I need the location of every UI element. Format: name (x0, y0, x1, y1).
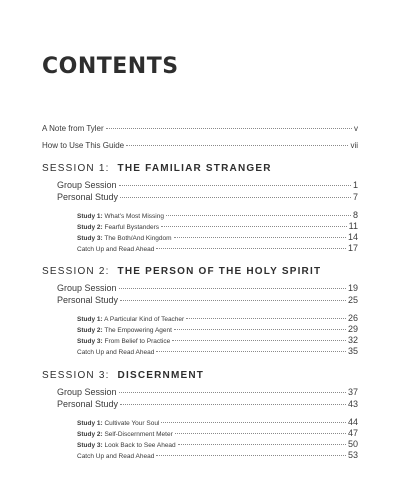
toc-study-entry[interactable] (77, 428, 358, 438)
study-number: Study 3: (77, 338, 103, 345)
dot-leader (156, 351, 346, 352)
session-name: THE PERSON OF THE HOLY SPIRIT (117, 266, 322, 277)
toc-study-entry[interactable] (77, 439, 358, 449)
toc-entry-label: How to Use This Guide (42, 141, 125, 150)
toc-page-number: vii (350, 141, 358, 150)
session-1-heading (42, 163, 272, 174)
study-title: Self-Discernment Meter (104, 431, 173, 438)
dot-leader (166, 215, 351, 216)
toc-entry-label: Group Session (57, 180, 117, 190)
session-2-heading (42, 266, 321, 277)
dot-leader (119, 392, 346, 393)
dot-leader (119, 185, 351, 186)
toc-entry-label (77, 316, 184, 323)
toc-page-number: 53 (347, 450, 358, 460)
toc-entry-label (77, 235, 172, 242)
study-title: The Both/And Kingdom (104, 235, 172, 242)
toc-entry-label: Catch Up and Read Ahead (77, 246, 155, 253)
dot-leader (174, 237, 346, 238)
session-prefix: SESSION 2: (42, 266, 110, 277)
study-number: Study 1: (77, 213, 103, 220)
toc-page-number: 50 (347, 439, 358, 449)
toc-entry-group-session[interactable] (57, 387, 358, 397)
toc-page-number: 25 (347, 295, 358, 305)
toc-entry-group-session[interactable] (57, 283, 358, 293)
study-title: Look Back to See Ahead (104, 442, 176, 449)
study-number: Study 2: (77, 224, 103, 231)
toc-study-entry[interactable] (77, 450, 358, 460)
dot-leader (175, 433, 346, 434)
toc-page-number: 37 (347, 387, 358, 397)
toc-study-entry[interactable] (77, 313, 358, 323)
session-prefix: SESSION 3: (42, 370, 110, 381)
dot-leader (186, 318, 346, 319)
study-number: Study 2: (77, 431, 103, 438)
dot-leader (106, 128, 352, 129)
study-title: The Empowering Agent (104, 327, 172, 334)
study-number: Study 1: (77, 316, 103, 323)
dot-leader (156, 248, 346, 249)
session-3-heading (42, 370, 204, 381)
toc-entry-personal-study[interactable] (57, 192, 358, 202)
dot-leader (178, 444, 346, 445)
toc-entry-label: Catch Up and Read Ahead (77, 453, 155, 460)
toc-page-number: 29 (347, 324, 358, 334)
toc-page-number: 7 (352, 192, 358, 202)
study-title: From Belief to Practice (104, 338, 171, 345)
toc-entry-personal-study[interactable] (57, 295, 358, 305)
dot-leader (119, 288, 346, 289)
dot-leader (120, 404, 346, 405)
toc-page-number: 47 (347, 428, 358, 438)
session-name: THE FAMILIAR STRANGER (117, 163, 272, 174)
toc-entry-personal-study[interactable] (57, 399, 358, 409)
toc-page-number: 43 (347, 399, 358, 409)
dot-leader (161, 226, 347, 227)
toc-entry-group-session[interactable] (57, 180, 358, 190)
toc-entry-label (77, 224, 159, 231)
toc-entry-label: A Note from Tyler (42, 124, 104, 133)
toc-page-number: 35 (347, 346, 358, 356)
toc-entry-label (77, 431, 173, 438)
study-title: Cultivate Your Soul (104, 420, 160, 427)
dot-leader (172, 340, 346, 341)
toc-page-number: v (354, 124, 358, 133)
toc-entry-label: Group Session (57, 387, 117, 397)
toc-page-number: 44 (347, 417, 358, 427)
dot-leader (156, 455, 346, 456)
session-prefix: SESSION 1: (42, 163, 110, 174)
toc-entry-label (77, 420, 159, 427)
toc-page-number: 32 (347, 335, 358, 345)
toc-entry-label (77, 442, 176, 449)
toc-page-number: 14 (347, 232, 358, 242)
toc-page-number: 17 (347, 243, 358, 253)
toc-page-number: 11 (348, 221, 358, 231)
study-number: Study 1: (77, 420, 103, 427)
study-title: What’s Most Missing (104, 213, 164, 220)
study-title: Fearful Bystanders (104, 224, 160, 231)
study-number: Study 3: (77, 442, 103, 449)
session-name: DISCERNMENT (117, 370, 205, 381)
toc-entry-label (77, 213, 164, 220)
toc-page-number: 1 (352, 180, 358, 190)
toc-study-entry[interactable] (77, 210, 358, 220)
toc-entry-note-from-tyler[interactable] (42, 124, 358, 133)
toc-page-number: 19 (347, 283, 358, 293)
toc-entry-label (77, 338, 170, 345)
toc-entry-label: Personal Study (57, 192, 119, 202)
dot-leader (161, 422, 346, 423)
toc-entry-label: Catch Up and Read Ahead (77, 349, 155, 356)
toc-study-entry[interactable] (77, 324, 358, 334)
toc-entry-label: Group Session (57, 283, 117, 293)
toc-study-entry[interactable] (77, 346, 358, 356)
toc-page-number: 26 (347, 313, 358, 323)
toc-page-number: 8 (352, 210, 358, 220)
toc-study-entry[interactable] (77, 232, 358, 242)
toc-study-entry[interactable] (77, 243, 358, 253)
dot-leader (126, 145, 348, 146)
toc-study-entry[interactable] (77, 335, 358, 345)
toc-entry-how-to-use[interactable] (42, 141, 358, 150)
page-title: CONTENTS (42, 54, 179, 79)
toc-entry-label: Personal Study (57, 399, 119, 409)
toc-study-entry[interactable] (77, 417, 358, 427)
toc-entry-label: Personal Study (57, 295, 119, 305)
study-number: Study 2: (77, 327, 103, 334)
dot-leader (120, 300, 346, 301)
dot-leader (120, 197, 351, 198)
study-title: A Particular Kind of Teacher (104, 316, 185, 323)
toc-entry-label (77, 327, 172, 334)
dot-leader (174, 329, 346, 330)
toc-study-entry[interactable] (77, 221, 358, 231)
study-number: Study 3: (77, 235, 103, 242)
